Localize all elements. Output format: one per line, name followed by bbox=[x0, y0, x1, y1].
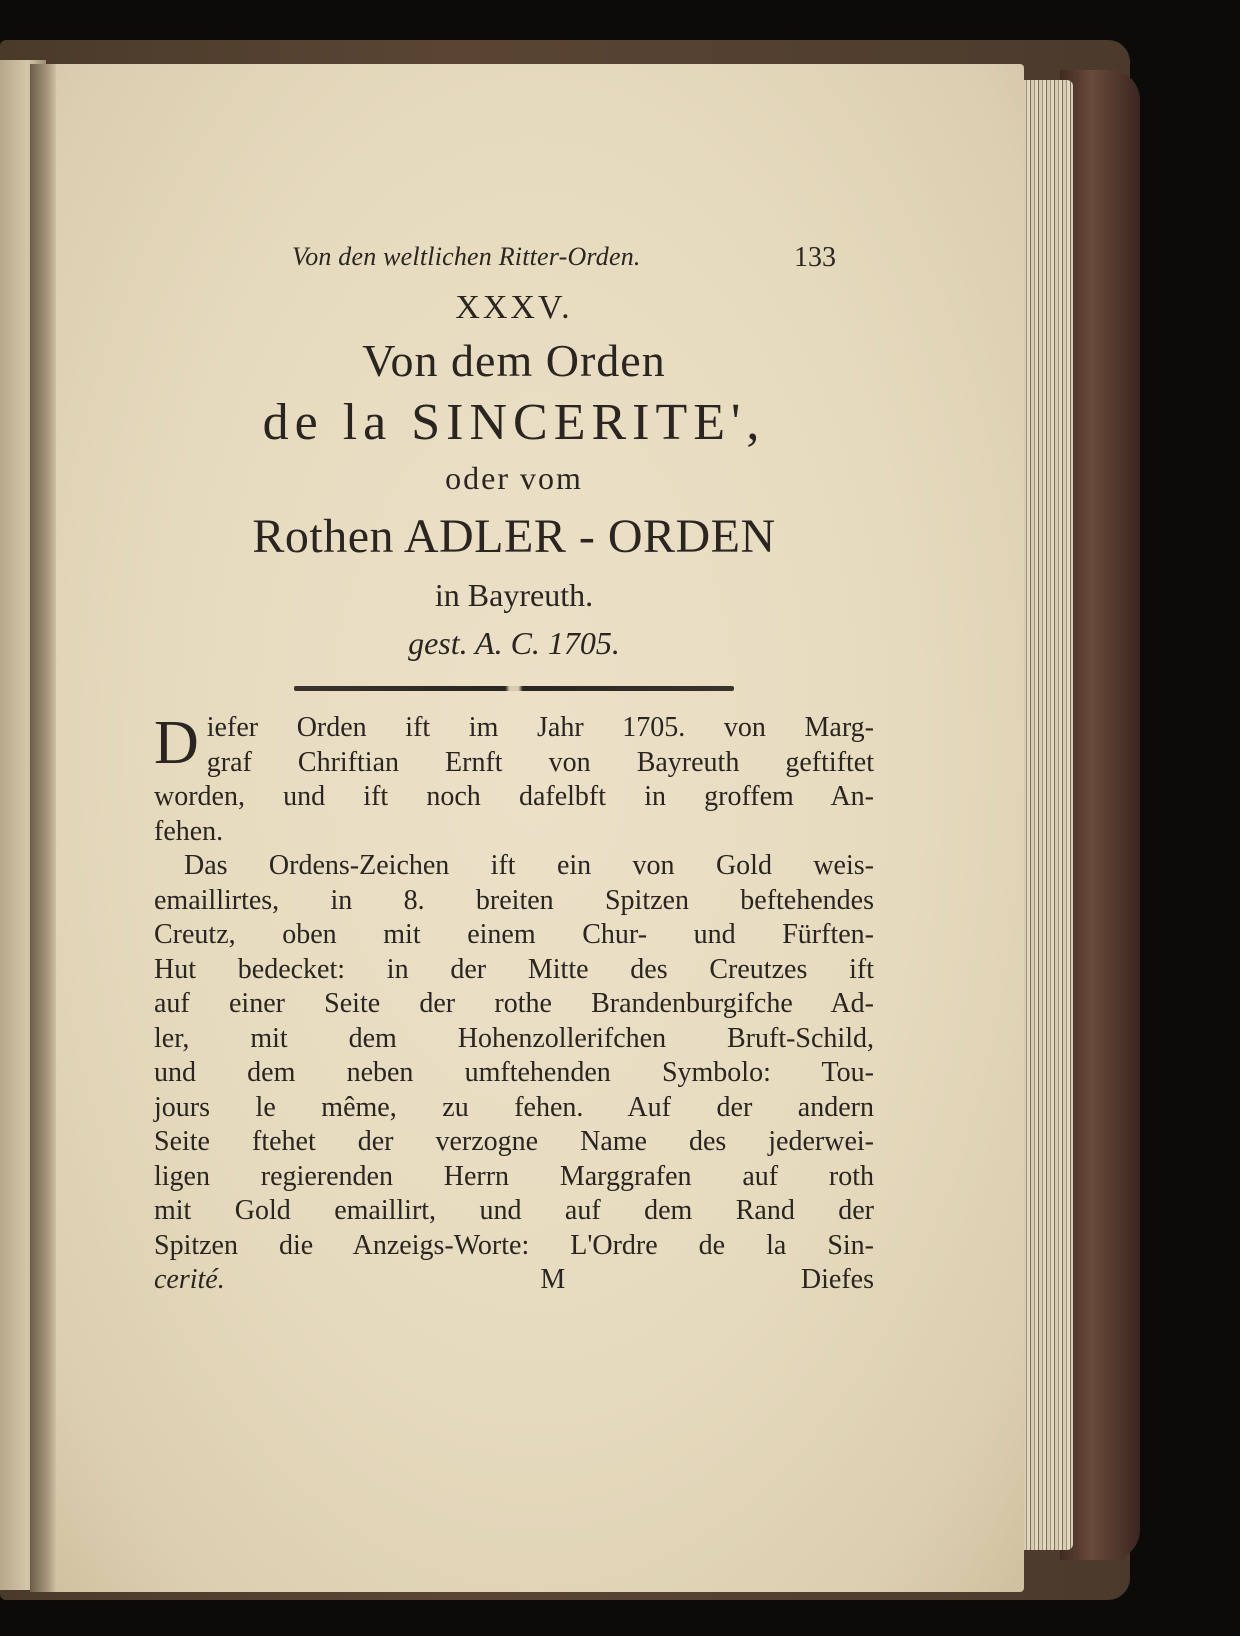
body-line: ligen regierenden Herrn Marggrafen auf roth bbox=[154, 1160, 874, 1192]
body-line: jours le même, zu fehen. Auf der andern bbox=[154, 1091, 874, 1123]
page-gutter bbox=[30, 64, 56, 1592]
paragraph-2 bbox=[154, 849, 874, 1263]
body-line: worden, und ift noch dafelbft in groffem An- bbox=[154, 781, 874, 812]
drop-cap: D bbox=[154, 709, 199, 777]
body-line: mit Gold emaillirt, und auf dem Rand der bbox=[154, 1195, 874, 1226]
heading-line-2: de la SINCERITE', bbox=[262, 394, 766, 451]
signature-mark: M bbox=[540, 1264, 566, 1295]
chapter-number: XXXV. bbox=[455, 289, 573, 326]
last-word: cerité. bbox=[154, 1264, 225, 1295]
running-head bbox=[154, 234, 874, 286]
divider-rule bbox=[294, 686, 734, 691]
body-line: fehen. bbox=[154, 815, 224, 847]
body-line: Das Ordens-Zeichen ift ein von Gold weis- bbox=[184, 850, 874, 881]
body-line: graf Chriftian Ernft von Bayreuth geftiftet bbox=[206, 746, 874, 778]
heading-line-6: gest. A. C. 1705. bbox=[408, 625, 620, 661]
body-line: auf einer Seite der rothe Brandenburgifche Ad- bbox=[154, 988, 874, 1019]
running-head-title: Von den weltlichen Ritter-Orden. bbox=[292, 242, 641, 271]
paragraph-1 bbox=[154, 711, 874, 849]
heading-line-3: oder vom bbox=[445, 460, 583, 496]
page-number: 133 bbox=[794, 242, 836, 273]
body-line: emaillirtes, in 8. breiten Spitzen beftehendes bbox=[154, 884, 874, 916]
page-footer-line bbox=[154, 1263, 874, 1297]
book-page bbox=[44, 64, 1024, 1592]
body-line: Seite ftehet der verzogne Name des jederwei- bbox=[154, 1126, 874, 1157]
heading-line-5: in Bayreuth. bbox=[434, 577, 594, 613]
body-line: ler, mit dem Hohenzollerifchen Bruft-Schild, bbox=[154, 1022, 874, 1054]
body-line: iefer Orden ift im Jahr 1705. von Marg- bbox=[206, 712, 874, 743]
body-line: Creutz, oben mit einem Chur- und Fürften- bbox=[154, 919, 874, 950]
heading-line-1: Von dem Orden bbox=[362, 335, 666, 386]
body-line: und dem neben umftehenden Symbolo: Tou- bbox=[154, 1057, 874, 1088]
body-line: Hut bedecket: in der Mitte des Creutzes ift bbox=[154, 953, 874, 985]
catchword: Diefes bbox=[800, 1264, 874, 1295]
heading-line-4: Rothen ADLER - ORDEN bbox=[252, 510, 776, 563]
body-line: Spitzen die Anzeigs-Worte: L'Ordre de la Sin- bbox=[154, 1229, 874, 1261]
page-text-block bbox=[154, 234, 874, 1297]
